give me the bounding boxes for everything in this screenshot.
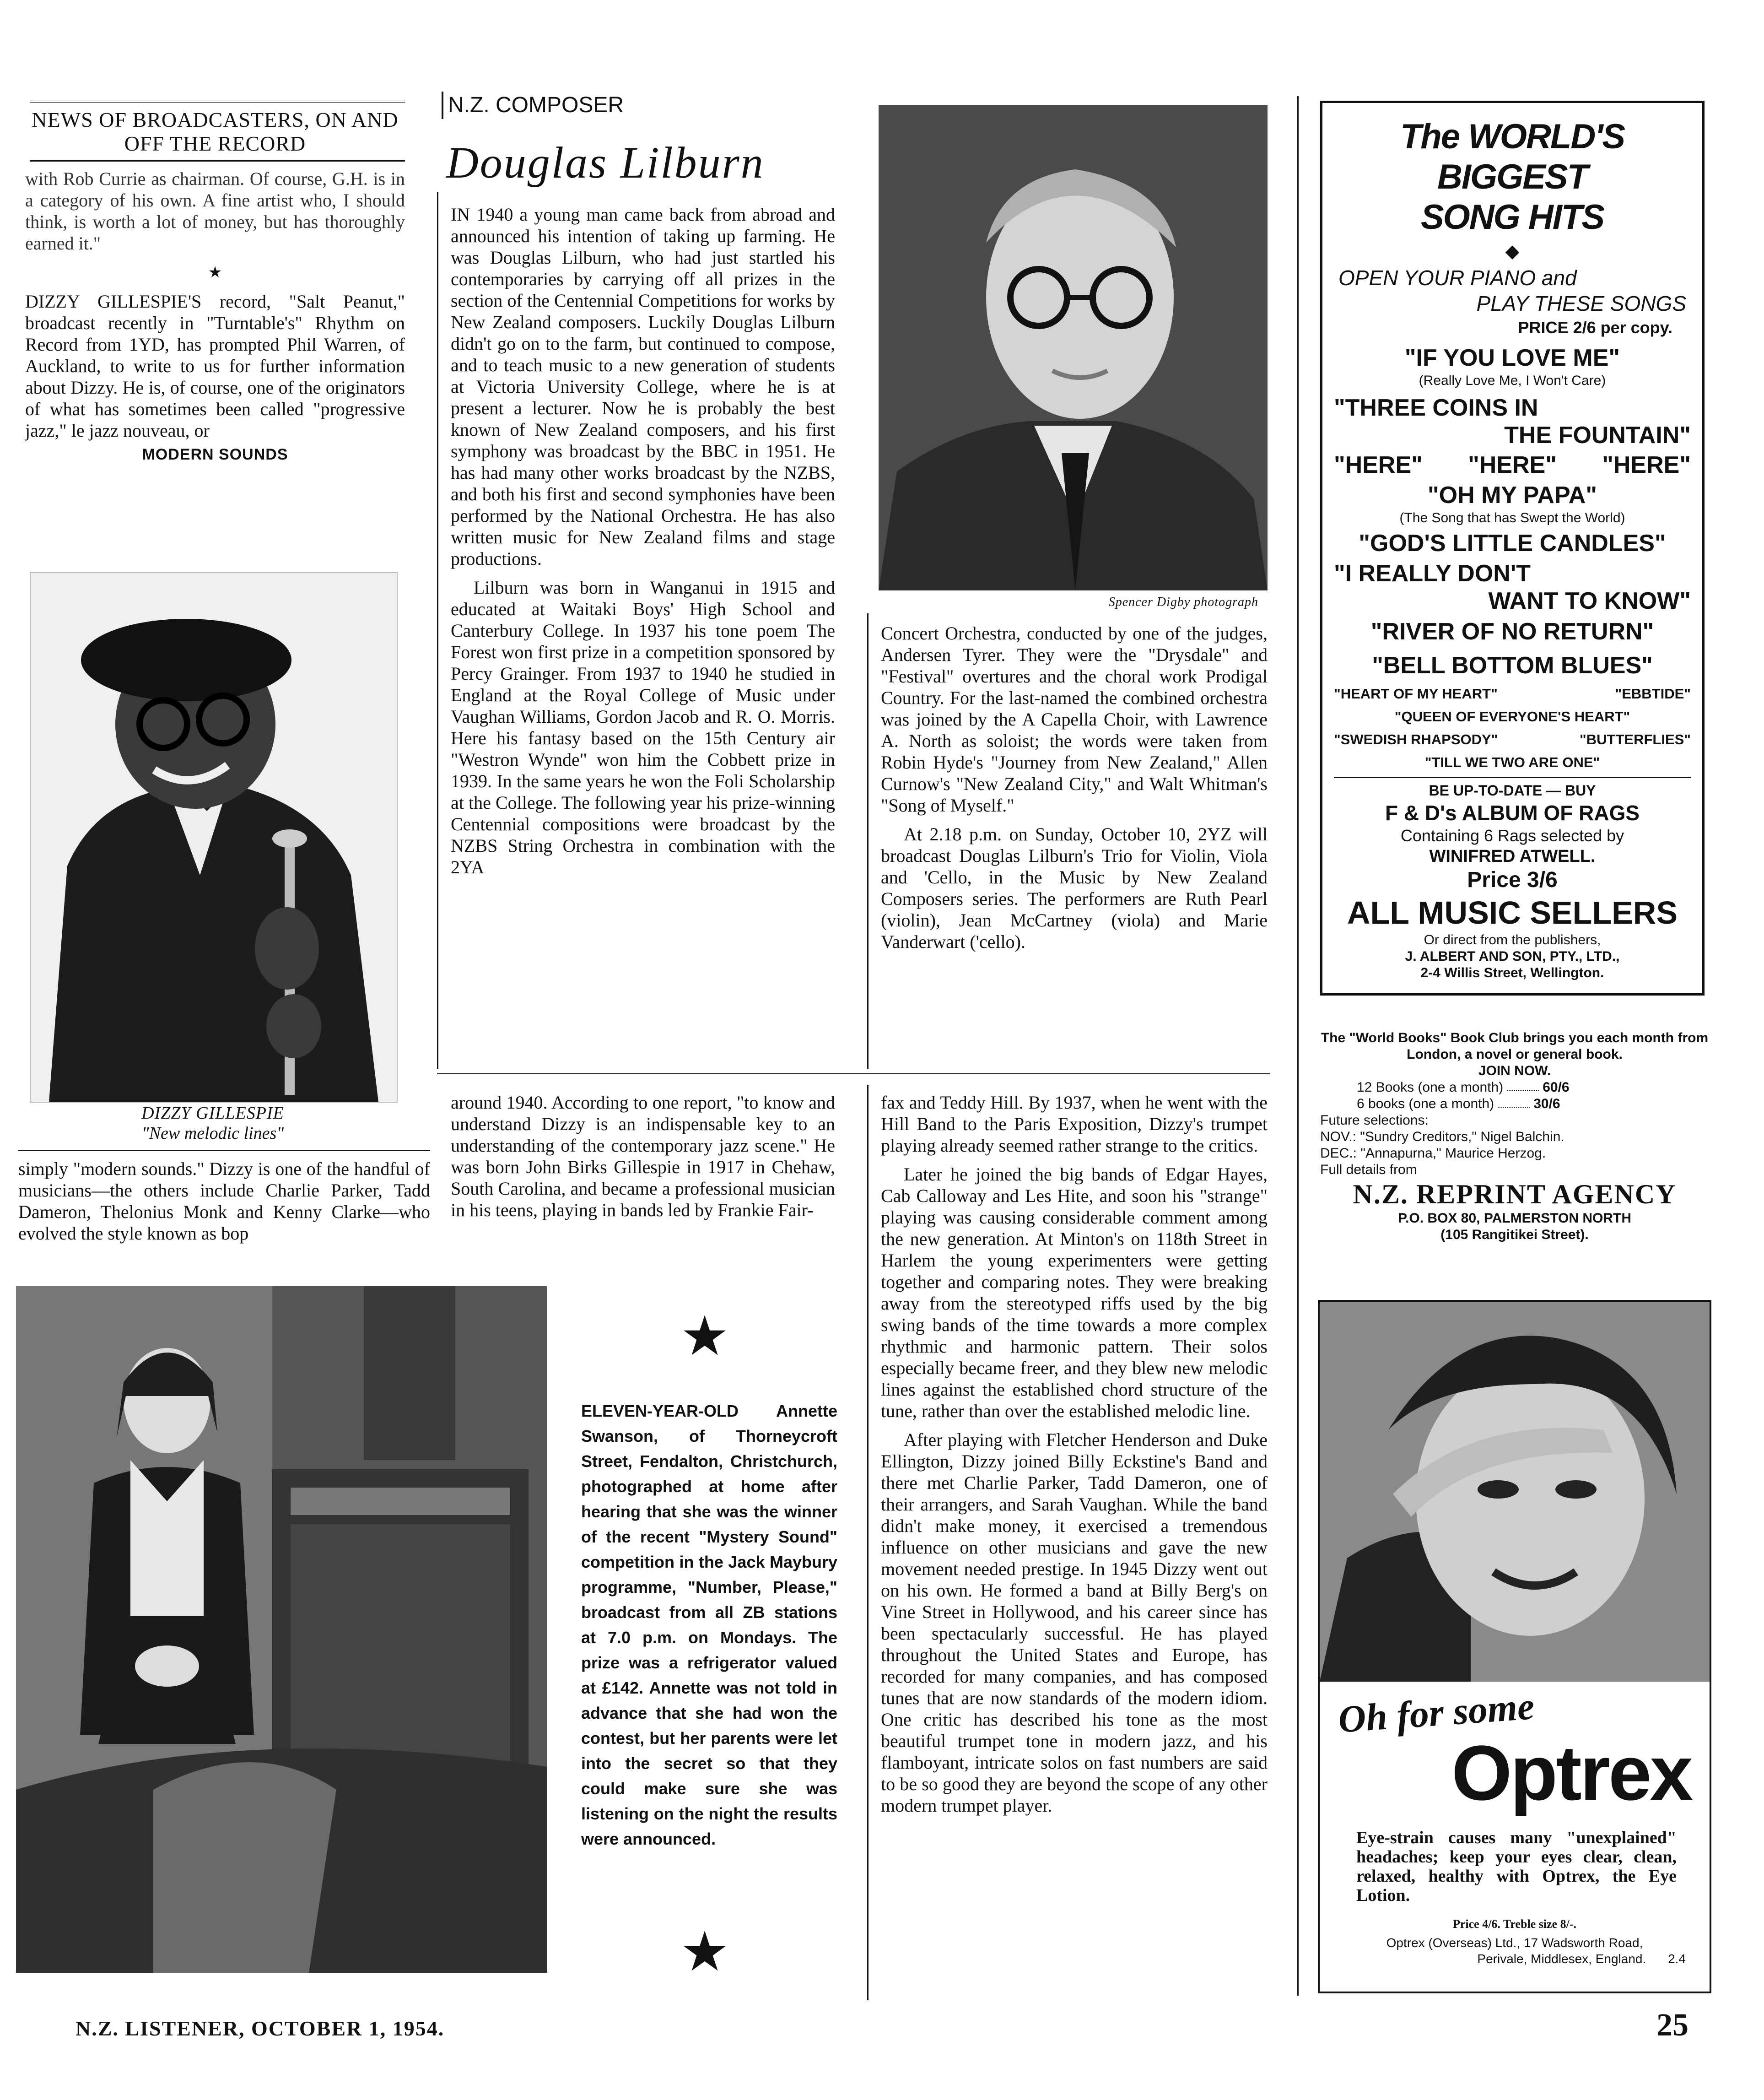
ad-direct: Or direct from the publishers,	[1424, 932, 1601, 947]
page-number: 25	[1656, 2008, 1688, 2043]
column-rule-3	[867, 1085, 869, 2000]
ad-selector: WINIFRED ATWELL.	[1429, 847, 1596, 866]
dizzy-illustration	[31, 573, 397, 1102]
optrex-script: Oh for some	[1337, 1685, 1536, 1741]
annette-caption: ELEVEN-YEAR-OLD Annette Swanson, of Thorneycroft Street, Fendalton, Christchurch, photographed at home after hearing that she was the winner of the recent "Mystery Sound" competition in the Jack Maybury programme, "Number, Please," broadcast from all ZB stations at 7.0 p.m. on Mondays. The prize was a refrigerator valued at £142. Annette was not told in advance that she had won the contest, but her parents were let into the secret so that they could make sure she was listening on the night the results were announced.	[581, 1402, 837, 1848]
song-2a: "THREE COINS IN	[1334, 395, 1538, 421]
book-club-details: Full details from	[1320, 1162, 1417, 1177]
song-11a: "SWEDISH RHAPSODY"	[1334, 731, 1498, 747]
intro-text: with Rob Currie as chairman. Of course, G.H. is in a category of his own. A fine artist who, I should think, is worth a lot of money, but has thoroughly earned it."	[25, 168, 405, 254]
book-club-line-2-label: 6 books (one a month)	[1357, 1096, 1494, 1111]
book-club-line-1-price: 60/6	[1543, 1080, 1570, 1095]
song-4-subtitle: (The Song that has Swept the World)	[1399, 510, 1625, 525]
song-6b: WANT TO KNOW"	[1488, 588, 1691, 614]
star-bottom: ★	[680, 1921, 729, 1982]
song-3c: "HERE"	[1602, 452, 1691, 478]
article-bottom-rule	[437, 1073, 1270, 1075]
song-2b: THE FOUNTAIN"	[1504, 422, 1691, 449]
song-9b: "EBBTIDE"	[1615, 686, 1691, 702]
song-8: "BELL BOTTOM BLUES"	[1372, 652, 1653, 679]
ad-price: PRICE 2/6 per copy.	[1518, 318, 1672, 337]
douglas-lilburn-photo	[879, 105, 1268, 590]
dizzy-continued-paragraph-1: fax and Teddy Hill. By 1937, when he went with the Hill Band to the Paris Exposition, Dizzy's trumpet playing already seemed rather strange to the critics.	[881, 1092, 1268, 1156]
lilburn-paragraph-2: Lilburn was born in Wanganui in 1915 and educated at Waitaki Boys' High School and Canterbury College. In 1937 his tone poem The Forest won first prize in a competition sponsored by Percy Grainger. From 1937 to 1940 he studied in England at the Royal College of Music under Vaughan Williams, Gordon Jacob and R. O. Morris. Here his fantasy based on the 15th Century air "Westron Wynde" won him the Cobbett prize in 1939. In the same years he won the Foli Scholarship at the College. The following year his prize-winning Centennial compositions were broadcast by the NZBS String Orchestra in combination with the 2YA	[451, 577, 835, 877]
book-club-agency: N.Z. REPRINT AGENCY	[1353, 1179, 1677, 1209]
ad-title-1: The WORLD'S BIGGEST	[1400, 117, 1625, 196]
optrex-woman-illustration	[1320, 1302, 1710, 1682]
lilburn-col-2	[881, 622, 1268, 953]
song-11b: "BUTTERFLIES"	[1580, 731, 1691, 747]
optrex-ad	[1318, 1300, 1711, 1993]
song-3b: "HERE"	[1468, 452, 1557, 478]
dizzy-caption-name: DIZZY GILLESPIE	[141, 1104, 284, 1123]
dizzy-gillespie-photo	[30, 572, 398, 1103]
ad-tagline-2: PLAY THESE SONGS	[1476, 292, 1686, 315]
lilburn-photo-credit: Spencer Digby photograph	[1108, 595, 1258, 609]
song-3	[1334, 449, 1691, 481]
song-6a: "I REALLY DON'T	[1334, 560, 1531, 587]
song-7: "RIVER OF NO RETURN"	[1370, 618, 1654, 645]
song-11	[1334, 728, 1691, 751]
dizzy-continued-col-a: around 1940. According to one report, "to know and understand Dizzy is an indispensable key to an understanding of the contemporary jazz scene." He was born John Birks Gillespie in 1917 in Chehaw, South Carolina, and became a professional musician in his teens, playing in bands led by Frankie Fair-	[451, 1092, 835, 1220]
book-club-intro: The "World Books" Book Club brings you each month from London, a novel or general book.	[1321, 1030, 1709, 1062]
annette-illustration	[16, 1286, 547, 1973]
song-3a: "HERE"	[1334, 452, 1423, 478]
dizzy-continued-col-b	[881, 1092, 1268, 1816]
annette-swanson-photo	[16, 1286, 547, 1973]
song-9a: "HEART OF MY HEART"	[1334, 686, 1498, 702]
footer-masthead: N.Z. LISTENER, OCTOBER 1, 1954.	[76, 2017, 445, 2040]
ad-sellers: ALL MUSIC SELLERS	[1347, 895, 1678, 931]
optrex-photo	[1320, 1302, 1710, 1682]
book-club-line-2	[1320, 1096, 1709, 1112]
ad-title-2: SONG HITS	[1420, 198, 1604, 237]
book-club-box: P.O. BOX 80, PALMERSTON NORTH	[1397, 1211, 1632, 1226]
optrex-body: Eye-strain causes many "unexplained" headaches; keep your eyes clear, clean, relaxed, healthy with Optrex, the Eye Lotion.	[1356, 1828, 1677, 1905]
book-club-line-1-label: 12 Books (one a month)	[1357, 1080, 1504, 1095]
lilburn-col-1	[451, 204, 835, 878]
book-club-nov: NOV.: "Sundry Creditors," Nigel Balchin.	[1320, 1129, 1564, 1144]
ad-divider	[1334, 777, 1691, 778]
optrex-company: Optrex (Overseas) Ltd., 17 Wadsworth Road,	[1386, 1936, 1643, 1950]
book-club-dec: DEC.: "Annapurna," Maurice Herzog.	[1320, 1146, 1546, 1161]
song-hits-ad	[1320, 101, 1705, 996]
ad-album: F & D's ALBUM OF RAGS	[1385, 801, 1640, 825]
leader-dots	[1498, 1096, 1530, 1108]
lilburn-kicker: N.Z. COMPOSER	[442, 92, 624, 119]
ad-publisher: J. ALBERT AND SON, PTY., LTD.,	[1405, 949, 1620, 964]
ad-album-price: Price 3/6	[1467, 868, 1558, 892]
optrex-price: Price 4/6. Treble size 8/-.	[1452, 1917, 1577, 1931]
lilburn-paragraph-4: At 2.18 p.m. on Sunday, October 10, 2YZ will broadcast Douglas Lilburn's Trio for Violin, Viola and 'Cello, in the Music by New Zealand Composers series. The performers are Ruth Pearl (violin), Jean McCartney (viola) and Marie Vanderwart ('cello).	[881, 824, 1268, 952]
ad-contains: Containing 6 Rags selected by	[1400, 826, 1624, 845]
star-top: ★	[680, 1306, 729, 1367]
dizzy-caption-sub: "New melodic lines"	[141, 1124, 284, 1143]
song-1: "IF YOU LOVE ME"	[1404, 345, 1620, 371]
song-1-subtitle: (Really Love Me, I Won't Care)	[1419, 373, 1606, 388]
header-underline	[30, 160, 405, 162]
lilburn-headline: Douglas Lilburn	[446, 138, 765, 188]
song-12: "TILL WE TWO ARE ONE"	[1424, 754, 1600, 770]
book-club-join: JOIN NOW.	[1478, 1063, 1551, 1078]
book-club-line-2-price: 30/6	[1533, 1096, 1560, 1111]
ad-buy: BE UP-TO-DATE — BUY	[1429, 782, 1596, 799]
ad-address: 2-4 Willis Street, Wellington.	[1420, 965, 1604, 980]
leader-dots	[1507, 1079, 1539, 1091]
optrex-company-2	[1320, 1952, 1686, 1966]
optrex-address: Perivale, Middlesex, England.	[1477, 1952, 1646, 1966]
lilburn-paragraph-1: IN 1940 a young man came back from abroad and announced his intention of taking up farming. He was Douglas Lilburn, who had just startled his contemporaries by carrying off all prizes in the section of the Centennial Competitions for works by New Zealand composers. Luckily Douglas Lilburn didn't go on to the farm, but continued to compose, and to teach music to a new generation of students at Victoria University College, where he is at present a lecturer. Now he is probably the best known of New Zealand composers, and his first symphony was broadcast by the BBC in 1951. He has had many other works broadcast by the NZBS, and both his first and second symphonies have been performed by the National Orchestra. He has also written music for New Zealand films and stage productions.	[451, 204, 835, 569]
song-10: "QUEEN OF EVERYONE'S HEART"	[1394, 709, 1630, 725]
header-rule	[30, 101, 405, 103]
dizzy-continued-paragraph-2: Later he joined the big bands of Edgar Hayes, Cab Calloway and Les Hite, and soon his "strange" playing was causing considerable comment among the new generation. At Minton's on 118th Street in Harlem the young experimenters were getting together and comparing notes. They were breaking away from the stereotyped riffs used by the big swing bands of the time towards a more complex rhythmic and harmonic pattern. Their solos especially became freer, and they blew new melodic lines against the established chord structure of the tune, rather than over the established melodic line.	[881, 1164, 1268, 1421]
column-rule-2	[867, 613, 869, 1069]
dizzy-caption	[30, 1103, 396, 1143]
dizzy-paragraph-2: simply "modern sounds." Dizzy is one of the handful of musicians—the others include Charlie Parker, Tadd Dameron, Thelonius Monk and Kenny Clarke—who evolved the style known as bop	[18, 1158, 430, 1244]
book-club-street: (105 Rangitikei Street).	[1440, 1227, 1589, 1242]
book-club-ad	[1320, 1030, 1709, 1243]
column-rule-1	[437, 192, 438, 1069]
star-divider: ★	[208, 264, 222, 281]
ad-tagline-1: OPEN YOUR PIANO and	[1338, 266, 1577, 290]
song-9	[1334, 682, 1691, 705]
sidehead-modern-sounds: MODERN SOUNDS	[142, 446, 288, 463]
optrex-brand: Optrex	[1451, 1730, 1691, 1817]
song-5: "GOD'S LITTLE CANDLES"	[1359, 530, 1666, 557]
diamond-icon: ◆	[1505, 241, 1520, 261]
column-rule-4	[1297, 96, 1299, 1996]
book-club-line-1	[1320, 1079, 1709, 1096]
lilburn-paragraph-3: Concert Orchestra, conducted by one of the judges, Andersen Tyrer. They were the "Drysdale" and "Festival" overtures and the choral work Prodigal Country. For the last-named the combined orchestra was joined by the A Capella Choir, with Lawrence A. North as soloist; the words were taken from Robin Hyde's "Journey from New Zealand," Allen Curnow's "New Zealand City," and Walt Whitman's "Song of Myself."	[881, 623, 1268, 816]
lilburn-illustration	[879, 105, 1268, 590]
dizzy-paragraph-1: DIZZY GILLESPIE'S record, "Salt Peanut," broadcast recently in "Turntable's" Rhythm on Record from 1YD, has prompted Phil Warren, of Auckland, to write to us for further information about Dizzy. He is, of course, one of the originators of what has sometimes been called "progressive jazz," le jazz nouveau, or	[25, 291, 405, 441]
optrex-code: 2.4	[1668, 1952, 1686, 1966]
column-1	[25, 101, 405, 468]
section-header: NEWS OF BROADCASTERS, ON AND OFF THE RECORD	[32, 108, 399, 155]
dizzy-continued-paragraph-3: After playing with Fletcher Henderson and Duke Ellington, Dizzy joined Billy Eckstine's Band and there met Charlie Parker, Tadd Dameron, one of their arrangers, and Sarah Vaughan. While the band didn't make money, it exercised a tremendous influence on other musicians and gave the new movement needed prestige. In 1945 Dizzy went out on his own. He formed a band at Billy Berg's on Vine Street in Hollywood, and his career since has been spectacularly successful. He has played throughout the United States and Europe, has recorded for many companies, and has composed tunes that are now standards of the modern idiom. One critic has described his tone as the most beautiful trumpet tone in modern jazz, and his flamboyant, intricate solos on fast numbers are said to be so good they are beyond the scope of any other modern trumpet player.	[881, 1429, 1268, 1816]
caption-rule	[18, 1150, 430, 1151]
song-4: "OH MY PAPA"	[1427, 482, 1597, 509]
book-club-future: Future selections:	[1320, 1113, 1429, 1128]
